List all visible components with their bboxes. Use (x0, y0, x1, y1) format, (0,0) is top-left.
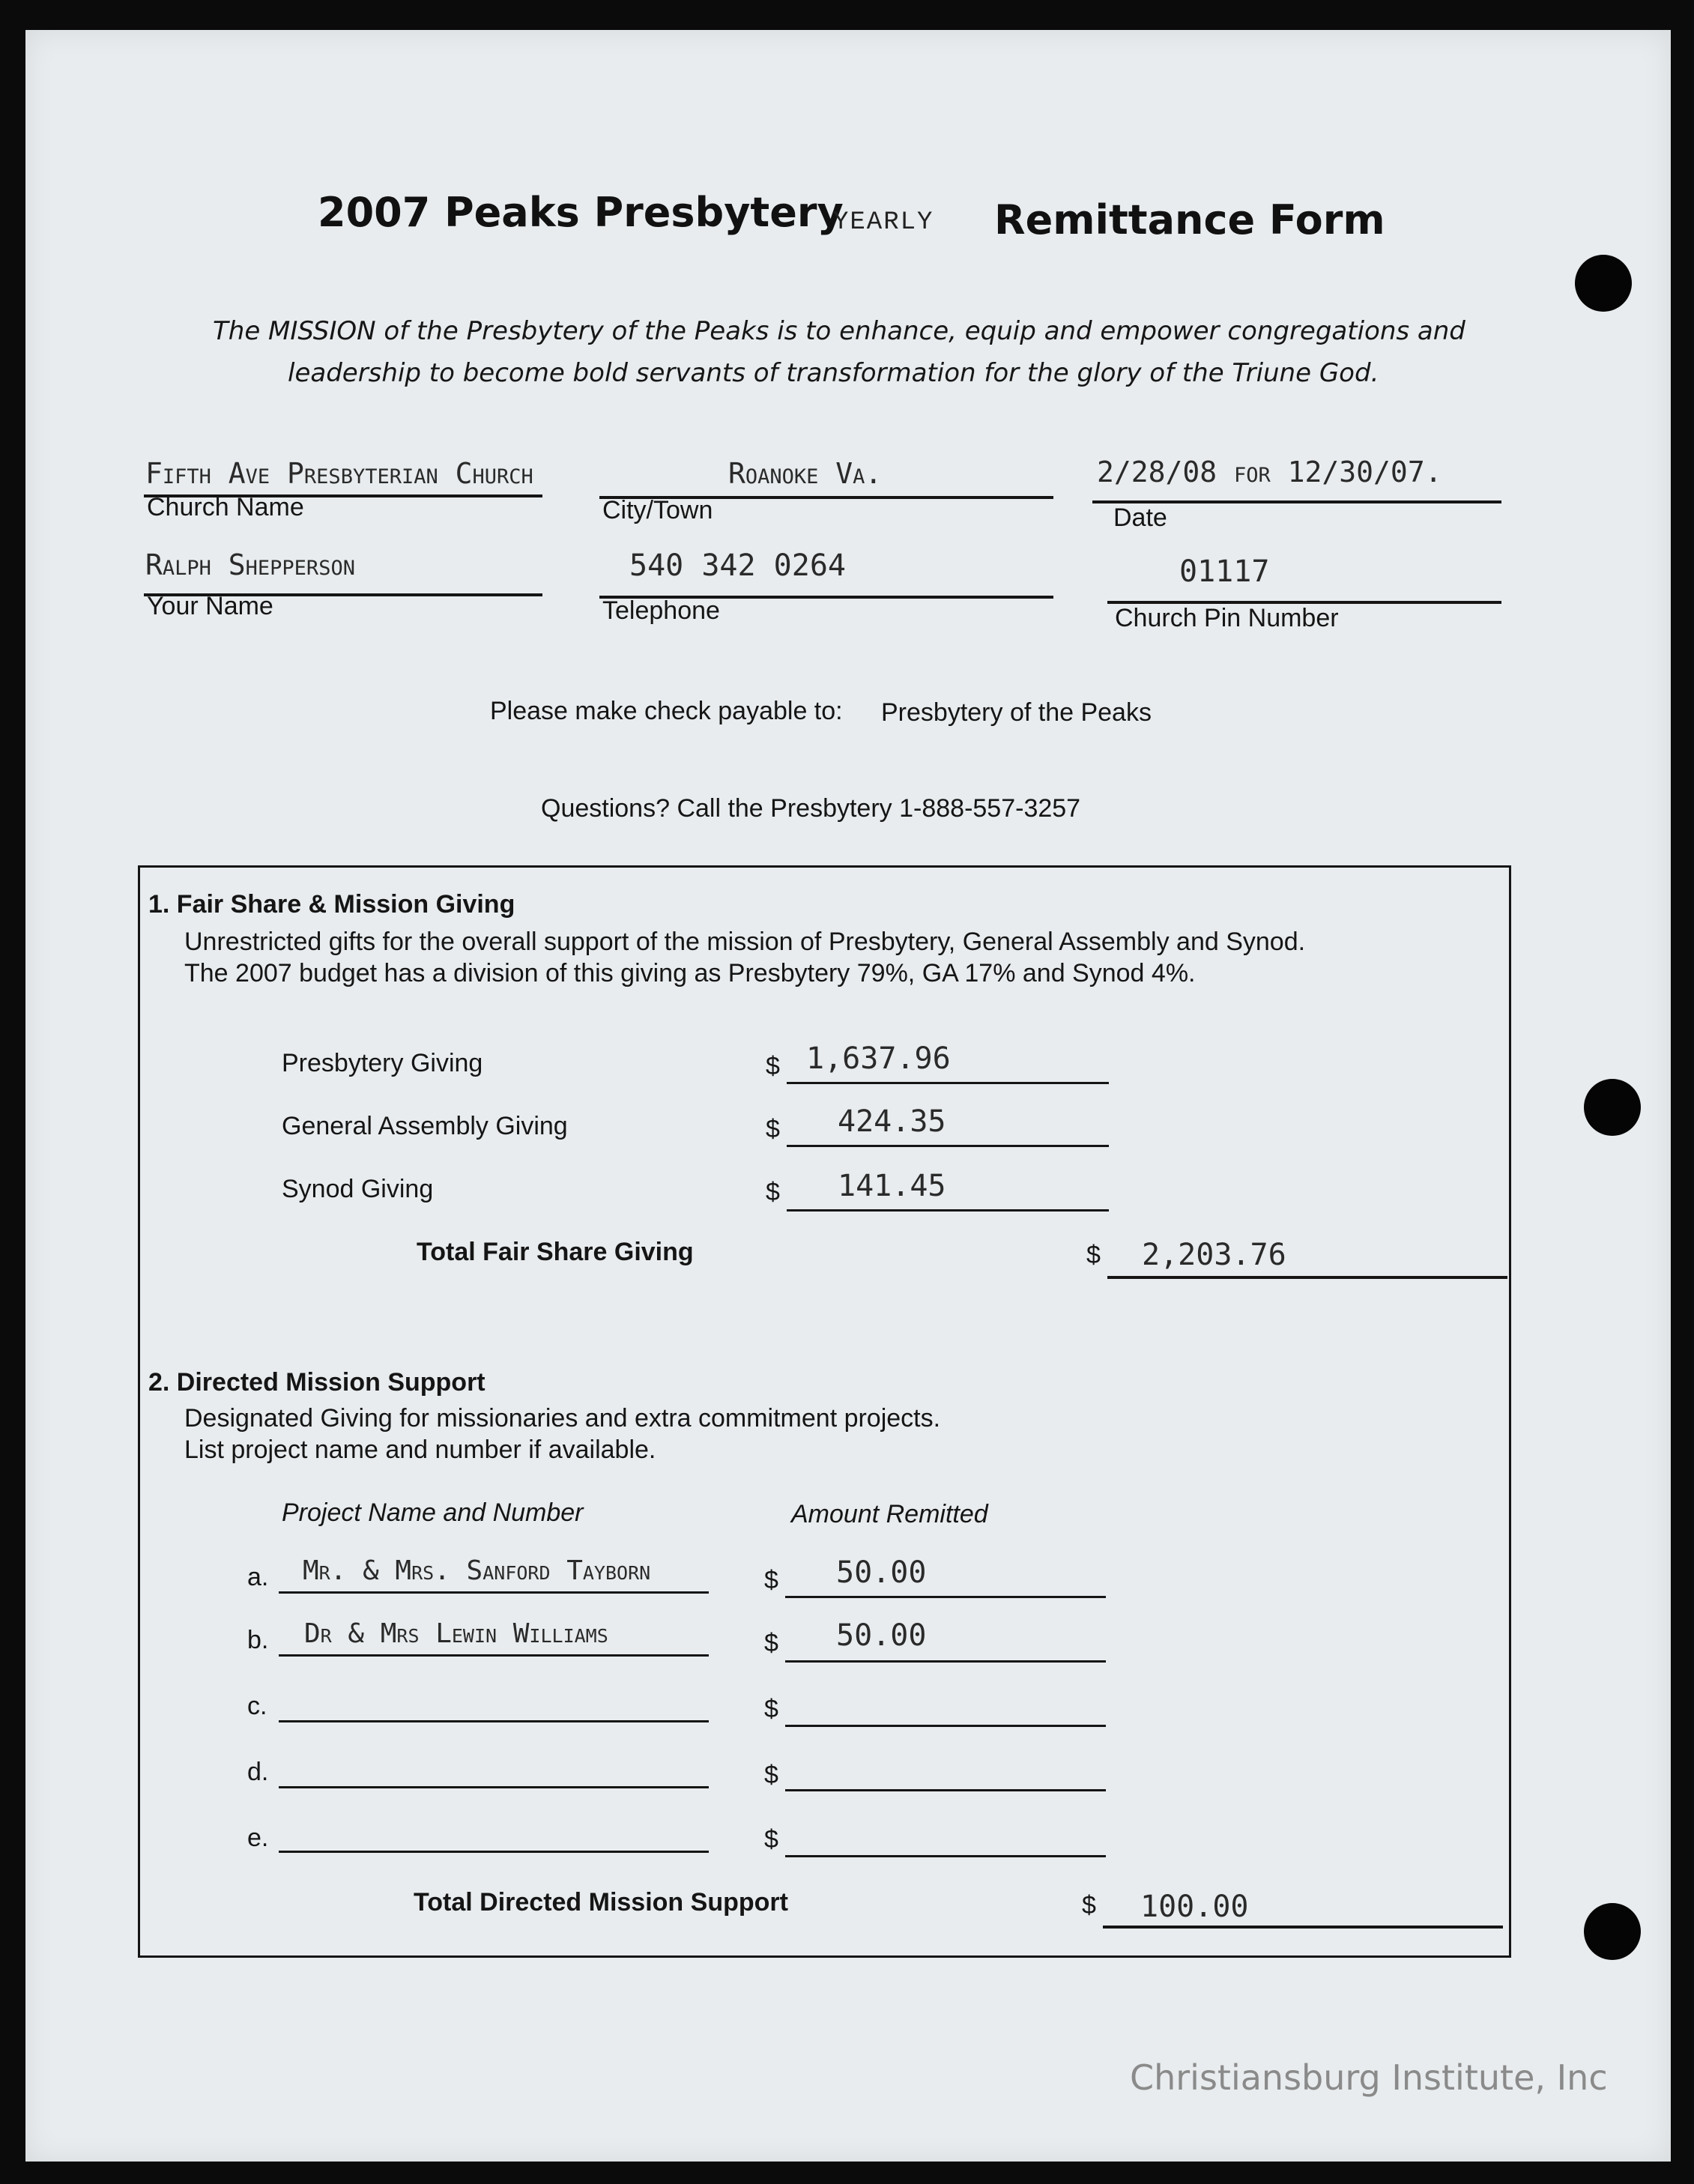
project-d-line (279, 1786, 709, 1788)
pin-label: Church Pin Number (1115, 604, 1339, 632)
presbytery-giving-amount: 1,637.96 (806, 1041, 951, 1076)
synod-giving-line (787, 1209, 1109, 1212)
church-name-label: Church Name (147, 493, 304, 521)
project-c-line (279, 1720, 709, 1722)
payable-label: Please make check payable to: (490, 697, 843, 725)
total-fair-share-amount: 2,203.76 (1142, 1238, 1286, 1272)
project-a-name: Mr. & Mrs. Sanford Tayborn (303, 1555, 651, 1586)
ga-giving-amount: 424.35 (838, 1104, 946, 1139)
project-a-currency: $ (764, 1566, 778, 1594)
project-a-line (279, 1591, 709, 1594)
section1-desc-2: The 2007 budget has a division of this giving as Presbytery 79%, GA 17% and Synod 4%. (184, 959, 1196, 987)
title-left: 2007 Peaks Presbytery (318, 189, 844, 236)
church-name-value: Fifth Ave Presbyterian Church (145, 457, 533, 490)
mission-line-2: leadership to become bold servants of transformation for the glory of the Triune God. (288, 358, 1379, 388)
total-directed-amount: 100.00 (1140, 1890, 1249, 1924)
total-fair-share-line (1107, 1276, 1507, 1279)
questions-text: Questions? Call the Presbytery 1-888-557-3257 (541, 794, 1081, 823)
project-b-letter: b. (247, 1626, 269, 1654)
ga-giving-line (787, 1145, 1109, 1147)
your-name-value: Ralph Shepperson (145, 548, 355, 581)
punch-hole-top (1575, 255, 1632, 312)
project-e-line (279, 1851, 709, 1853)
project-a-letter: a. (247, 1563, 269, 1591)
project-d-amount-line (785, 1789, 1106, 1791)
project-e-amount-line (785, 1855, 1106, 1857)
project-b-line (279, 1654, 709, 1657)
punch-hole-bottom (1584, 1903, 1641, 1960)
date-value: 2/28/08 for 12/30/07. (1097, 456, 1442, 488)
punch-hole-middle (1584, 1079, 1641, 1136)
city-value: Roanoke Va. (728, 457, 883, 490)
title-yearly: YEARLY (833, 208, 934, 237)
telephone-label: Telephone (602, 596, 720, 625)
synod-giving-label: Synod Giving (282, 1175, 434, 1203)
total-directed-label: Total Directed Mission Support (414, 1888, 788, 1917)
synod-giving-currency: $ (766, 1178, 780, 1206)
project-c-letter: c. (247, 1692, 267, 1720)
project-b-currency: $ (764, 1629, 778, 1657)
ga-giving-label: General Assembly Giving (282, 1112, 568, 1140)
project-c-amount-line (785, 1725, 1106, 1727)
watermark: Christiansburg Institute, Inc (1130, 2057, 1608, 2098)
section2-heading: 2. Directed Mission Support (148, 1368, 485, 1397)
date-label: Date (1113, 503, 1167, 532)
section1-desc-1: Unrestricted gifts for the overall support of the mission of Presbytery, General Assembly and Synod. (184, 928, 1306, 956)
total-directed-currency: $ (1082, 1891, 1096, 1920)
pin-value: 01117 (1179, 554, 1270, 589)
presbytery-giving-currency: $ (766, 1052, 780, 1080)
ga-giving-currency: $ (766, 1115, 780, 1143)
col-amount-header: Amount Remitted (791, 1500, 988, 1528)
section2-desc-1: Designated Giving for missionaries and extra commitment projects. (184, 1404, 941, 1433)
project-d-letter: d. (247, 1758, 269, 1786)
col-project-header: Project Name and Number (282, 1498, 584, 1527)
total-directed-line (1103, 1926, 1503, 1929)
project-b-name: Dr & Mrs Lewin Williams (304, 1618, 608, 1649)
project-a-amount-line (785, 1596, 1106, 1598)
project-b-amount: 50.00 (836, 1618, 927, 1653)
mission-line-1: The MISSION of the Presbytery of the Peaks is to enhance, equip and empower congregations and (213, 316, 1465, 346)
total-fair-share-currency: $ (1086, 1241, 1101, 1269)
title-right: Remittance Form (994, 196, 1385, 243)
payable-value: Presbytery of the Peaks (881, 698, 1152, 727)
project-b-amount-line (785, 1660, 1106, 1663)
presbytery-giving-label: Presbytery Giving (282, 1049, 483, 1077)
project-e-letter: e. (247, 1824, 269, 1852)
telephone-value: 540 342 0264 (629, 548, 846, 583)
synod-giving-amount: 141.45 (838, 1169, 946, 1203)
your-name-label: Your Name (147, 592, 273, 620)
project-e-currency: $ (764, 1825, 778, 1854)
total-fair-share-label: Total Fair Share Giving (417, 1238, 694, 1266)
project-a-amount: 50.00 (836, 1555, 927, 1590)
section1-heading: 1. Fair Share & Mission Giving (148, 890, 515, 919)
project-c-currency: $ (764, 1695, 778, 1723)
city-label: City/Town (602, 496, 713, 524)
section2-desc-2: List project name and number if available. (184, 1436, 656, 1464)
presbytery-giving-line (787, 1082, 1109, 1084)
project-d-currency: $ (764, 1761, 778, 1789)
